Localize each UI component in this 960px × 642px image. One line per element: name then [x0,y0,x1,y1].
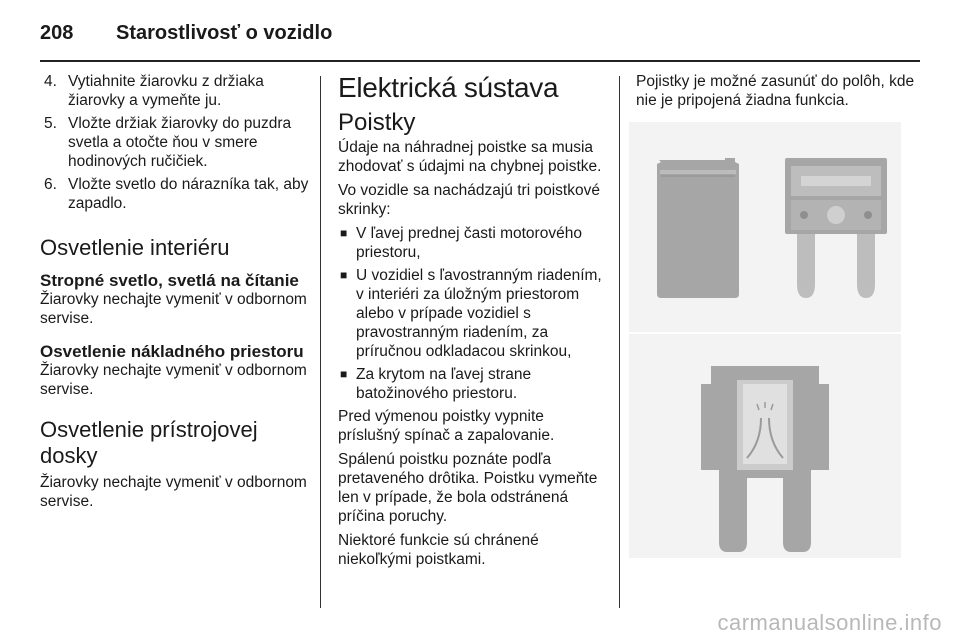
blown-fuse-view [701,366,829,552]
list-item: ■ V ľavej prednej časti motorového priestoru, [340,225,582,261]
list-item: ■ Za krytom na ľavej strane batožinového priestoru. [340,366,532,402]
column-divider-left [320,76,321,608]
chapter-title: Starostlivosť o vozidlo [116,22,333,44]
step-item: 5. Vložte držiak žiarovky do puzdra svetla a otočte ňou v smere hodinových ručičiek. [44,115,292,170]
step-list [40,72,310,213]
fuse-boxes-intro: Vo vozidle sa nachádzajú tri poistkové skrinky: [338,182,600,218]
column-divider-right [619,76,620,608]
fuse-illustration [629,122,901,558]
dashboard-lighting-text: Žiarovky nechajte vymeniť v odbornom servise. [40,474,307,510]
fuse-box-list [338,224,606,403]
dashboard-lighting-heading: Osvetlenie prístrojovej dosky [40,417,258,468]
figure-divider [629,332,901,334]
column-middle [338,72,606,574]
section-title: Elektrická sústava [338,72,559,103]
multiple-fuses-text: Niektoré funkcie sú chránené niekoľkými poistkami. [338,532,539,568]
fuse-rating-text: Údaje na náhradnej poistke sa musia zhodovať s údajmi na chybnej poistke. [338,139,602,175]
fuses-heading: Poistky [338,109,416,136]
cargo-light-heading: Osvetlenie nákladného priestoru [40,342,304,361]
step-item: 6. Vložte svetlo do nárazníka tak, aby zapadlo. [44,176,309,212]
fuse-front-view [785,158,887,298]
watermark: carmanualsonline.info [717,610,942,635]
switch-off-text: Pred výmenou poistky vypnite príslušný spínač a zapalovanie. [338,408,555,444]
fuse-drawing [629,122,901,558]
fuse-side-view [657,158,739,298]
cargo-light-text: Žiarovky nechajte vymeniť v odbornom servise. [40,362,307,398]
header-rule [40,60,920,62]
list-item: ■ U vozidiel s ľavostranným riadením, v interiéri za úložným priestorom alebo v prípade vozidiel s pravostranným riadením, za príručnou odkladacou skrinkou, [340,267,602,360]
interior-lighting-heading: Osvetlenie interiéru [40,235,230,260]
column-left [40,72,310,516]
fuse-position-text: Pojistky je možné zasunúť do polôh, kde nie je pripojená žiadna funkcia. [636,73,915,109]
page-number: 208 [40,22,74,44]
blown-fuse-text: Spálenú poistku poznáte podľa pretaveného drôtika. Poistku vymeňte len v prípade, že bola odstránená príčina poruchy. [338,451,598,525]
step-item: 4. Vytiahnite žiarovku z držiaka žiarovky a vymeňte ju. [44,73,264,109]
ceiling-light-text: Žiarovky nechajte vymeniť v odbornom servise. [40,291,307,327]
ceiling-light-heading: Stropné svetlo, svetlá na čítanie [40,271,299,290]
column-right [636,72,916,115]
page-header [40,12,920,56]
